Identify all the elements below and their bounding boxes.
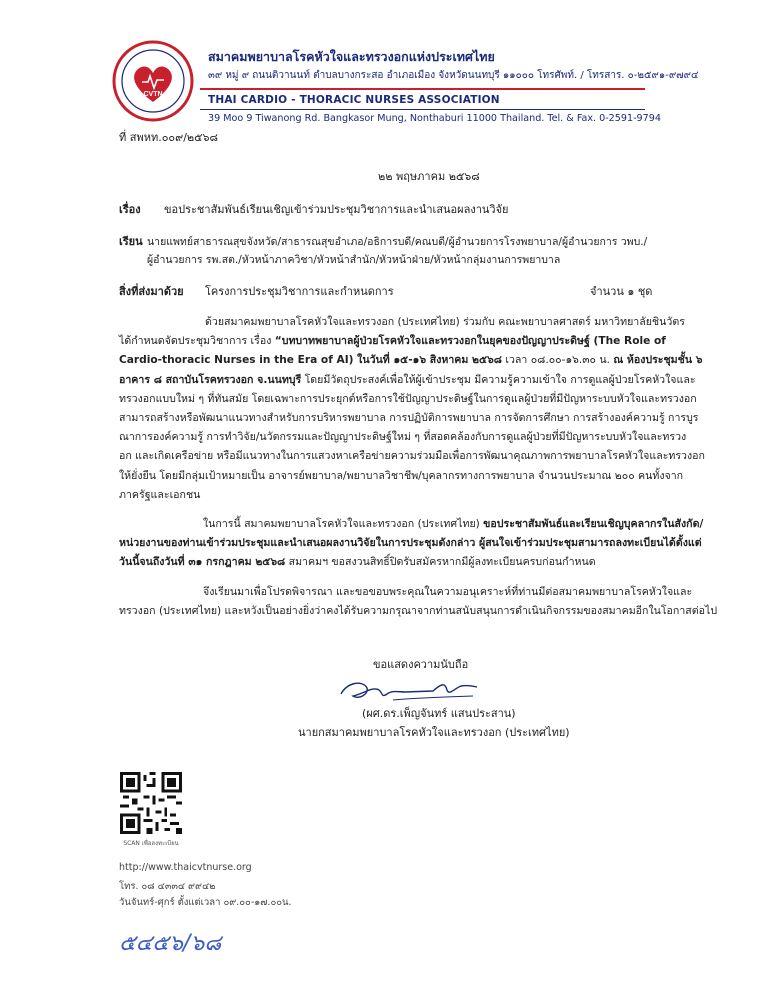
p1-line-7: ณาการองค์ความรู้ การทำวิจัย/นวัตกรรมและปัญญาประดิษฐ์ใหม่ ๆ ที่สอดคล้องกับการดูแลผู้ป่วยที่มีปัญหาระบบหัวใจและทรวง — [119, 431, 687, 444]
received-stamp-number: ๕๔๕๖/๖๘ — [119, 931, 222, 956]
p1-l3-bold-2: ณ ห้องประชุมชั้น ๖ — [613, 354, 703, 367]
recipient-label: เรียน — [119, 235, 143, 248]
org-address-english: 39 Moo 9 Tiwanong Rd. Bangkasor Mung, Nonthaburi 11000 Thailand. Tel. & Fax. 0-2591-9794 — [208, 113, 661, 124]
p1-line-8: อก และเกิดเครือข่าย หรือมีแนวทางในการแสวงหาเครือข่ายความร่วมมือเพื่อการพัฒนาคุณภาพการพยาบาลโรคหัวใจและทรวงอก — [119, 450, 705, 463]
paragraph-2 — [119, 515, 704, 573]
p2-l1-normal: ในการนี้ สมาคมพยาบาลโรคหัวใจและทรวงอก (ประเทศไทย) — [203, 518, 484, 530]
paragraph-3 — [119, 583, 718, 621]
recipient-line-2: ผู้อำนวยการ รพ.สต./หัวหน้าภาควิชา/หัวหน้าสำนัก/หัวหน้าฝ่าย/หัวหน้ากลุ่มงานการพยาบาล — [147, 254, 561, 266]
signature-image — [333, 672, 483, 708]
p1-line-2 — [119, 332, 666, 351]
enclosure-quantity: จำนวน ๑ ชุด — [590, 285, 653, 298]
p1-line-3 — [119, 351, 703, 370]
p1-line-6: สามารถสร้างหรือพัฒนาแนวทางสำหรับการบริหารพยาบาล การปฏิบัติการพยาบาล การจัดการศึกษา การสร้างองค์ความรู้ การบูร — [119, 412, 699, 425]
p2-l3-normal: สมาคมฯ ขอสงวนสิทธิ์ปิดรับสมัครหากมีผู้ลงทะเบียนครบก่อนกำหนด — [285, 556, 596, 569]
website-link[interactable]: http://www.thaicvtnurse.org — [119, 862, 252, 873]
subject-label: เรื่อง — [119, 203, 141, 216]
p3-line-2: ทรวงอก (ประเทศไทย) และหวังเป็นอย่างยิ่งว่าคงได้รับความกรุณาจากท่านสนับสนุนการดำเนินกิจกรรมของสมาคมอีกในโอกาสต่อไป — [119, 605, 718, 618]
p2-line-1 — [119, 515, 704, 534]
letter-date: ๒๒ พฤษภาคม ๒๕๖๘ — [378, 170, 480, 183]
signer-title: นายกสมาคมพยาบาลโรคหัวใจและทรวงอก (ประเทศไทย) — [298, 726, 570, 739]
p2-line-3 — [119, 553, 651, 572]
p2-l3-bold: วันนี้จนถึงวันที่ ๓๑ กรกฎาคม ๒๕๖๘ — [119, 556, 286, 569]
reference-number: ที่ สพหท.๐๐๙/๒๕๖๘ — [119, 131, 218, 144]
p1-l3-bold: Cardio-thoracic Nurses in the Era of AI) ในวันที่ ๑๕-๑๖ สิงหาคม ๒๕๖๘ — [119, 354, 502, 367]
enclosure-label: สิ่งที่ส่งมาด้วย — [119, 285, 184, 298]
signer-name: (ผศ.ดร.เพ็ญจันทร์ แสนประสาน) — [362, 707, 516, 720]
association-logo — [112, 40, 194, 122]
p1-line-4 — [119, 371, 696, 390]
p1-line-1: ด้วยสมาคมพยาบาลโรคหัวใจและทรวงอก (ประเทศไทย) ร่วมกับ คณะพยาบาลศาสตร์ มหาวิทยาลัยชินวัตร — [205, 316, 685, 328]
org-name-english: THAI CARDIO - THORACIC NURSES ASSOCIATION — [208, 94, 500, 106]
logo-text: CVTN — [143, 91, 163, 98]
office-hours: วันจันทร์-ศุกร์ ตั้งแต่เวลา ๐๙.๐๐-๑๗.๐๐น. — [119, 897, 292, 908]
p2-line-2 — [119, 534, 702, 553]
header-red-rule — [200, 88, 645, 90]
org-address-thai: ๓๙ หมู่ ๙ ถนนติวานนท์ ตำบลบางกระสอ อำเภอเมือง จังหวัดนนทบุรี ๑๑๐๐๐ โทรศัพท์. / โทรสาร. ๐-๒๕๙๑-๙๗๙๔ — [208, 70, 699, 81]
p1-l2-bold: “บทบาทพยาบาลผู้ป่วยโรคหัวใจและทรวงอกในยุคของปัญญาประดิษฐ์ (The Role of — [274, 335, 666, 348]
p1-line-10: ภาครัฐและเอกชน — [119, 488, 201, 501]
recipient-line-1: นายแพทย์สาธารณสุขจังหวัด/สาธารณสุขอำเภอ/อธิการบดี/คณบดี/ผู้อำนวยการโรงพยาบาล/ผู้อำนวยการ วพบ./ — [147, 236, 648, 248]
p2-l1-bold: ขอประชาสัมพันธ์และเรียนเชิญบุคลากรในสังกัด/ — [483, 518, 704, 530]
closing-text: ขอแสดงความนับถือ — [373, 658, 469, 671]
p1-l4-normal: โดยมีวัตถุประสงค์เพื่อให้ผู้เข้าประชุม มีความรู้ความเข้าใจ การดูแลผู้ป่วยโรคหัวใจและ — [301, 373, 696, 386]
p2-l2-bold: หน่วยงานของท่านเข้าร่วมประชุมและนำเสนอผลงานวิจัยในการประชุมดังกล่าว ผู้สนใจเข้าร่วมประชุมสามารถลงทะเบียนได้ตั้งแต่ — [119, 537, 702, 550]
p1-l3-normal: เวลา ๐๘.๐๐-๑๖.๓๐ น. — [501, 354, 614, 367]
phone-number: โทร. ๐๘ ๔๓๓๔ ๙๙๔๒ — [119, 881, 216, 892]
enclosure-text: โครงการประชุมวิชาการและกำหนดการ — [205, 285, 394, 298]
header-navy-rule — [200, 109, 645, 110]
org-name-thai: สมาคมพยาบาลโรคหัวใจและทรวงอกแห่งประเทศไทย — [208, 49, 495, 64]
p1-line-5: ทรวงอกแบบใหม่ ๆ ที่ทันสมัย โดยเฉพาะการประยุกต์หรือการใช้ปัญญาประดิษฐ์ในการดูแลผู้ป่วยที่มีปัญหาระบบหัวใจและทรวงอก — [119, 392, 697, 405]
p1-l2-normal: ได้กำหนดจัดประชุมวิชาการ เรื่อง — [119, 335, 275, 348]
paragraph-1 — [119, 313, 705, 505]
qr-code-icon — [120, 772, 182, 834]
p3-line-1: จึงเรียนมาเพื่อโปรดพิจารณา และขอขอบพระคุณในความอนุเคราะห์ที่ท่านมีต่อสมาคมพยาบาลโรคหัวใจและ — [203, 586, 693, 598]
p1-l4-bold: อาคาร ๘ สถาบันโรคทรวงอก จ.นนทบุรี — [119, 373, 302, 386]
subject-text: ขอประชาสัมพันธ์เรียนเชิญเข้าร่วมประชุมวิชาการและนำเสนอผลงานวิจัย — [164, 203, 509, 216]
p1-line-9: ให้ยั่งยืน โดยมีกลุ่มเป้าหมายเป็น อาจารย์พยาบาล/พยาบาลวิชาชีพ/บุคลากรทางการพยาบาล จำนวนประมาณ ๒๐๐ คนทั้งจาก — [119, 469, 684, 482]
qr-caption: SCAN เพื่อลงทะเบียน — [123, 840, 179, 847]
